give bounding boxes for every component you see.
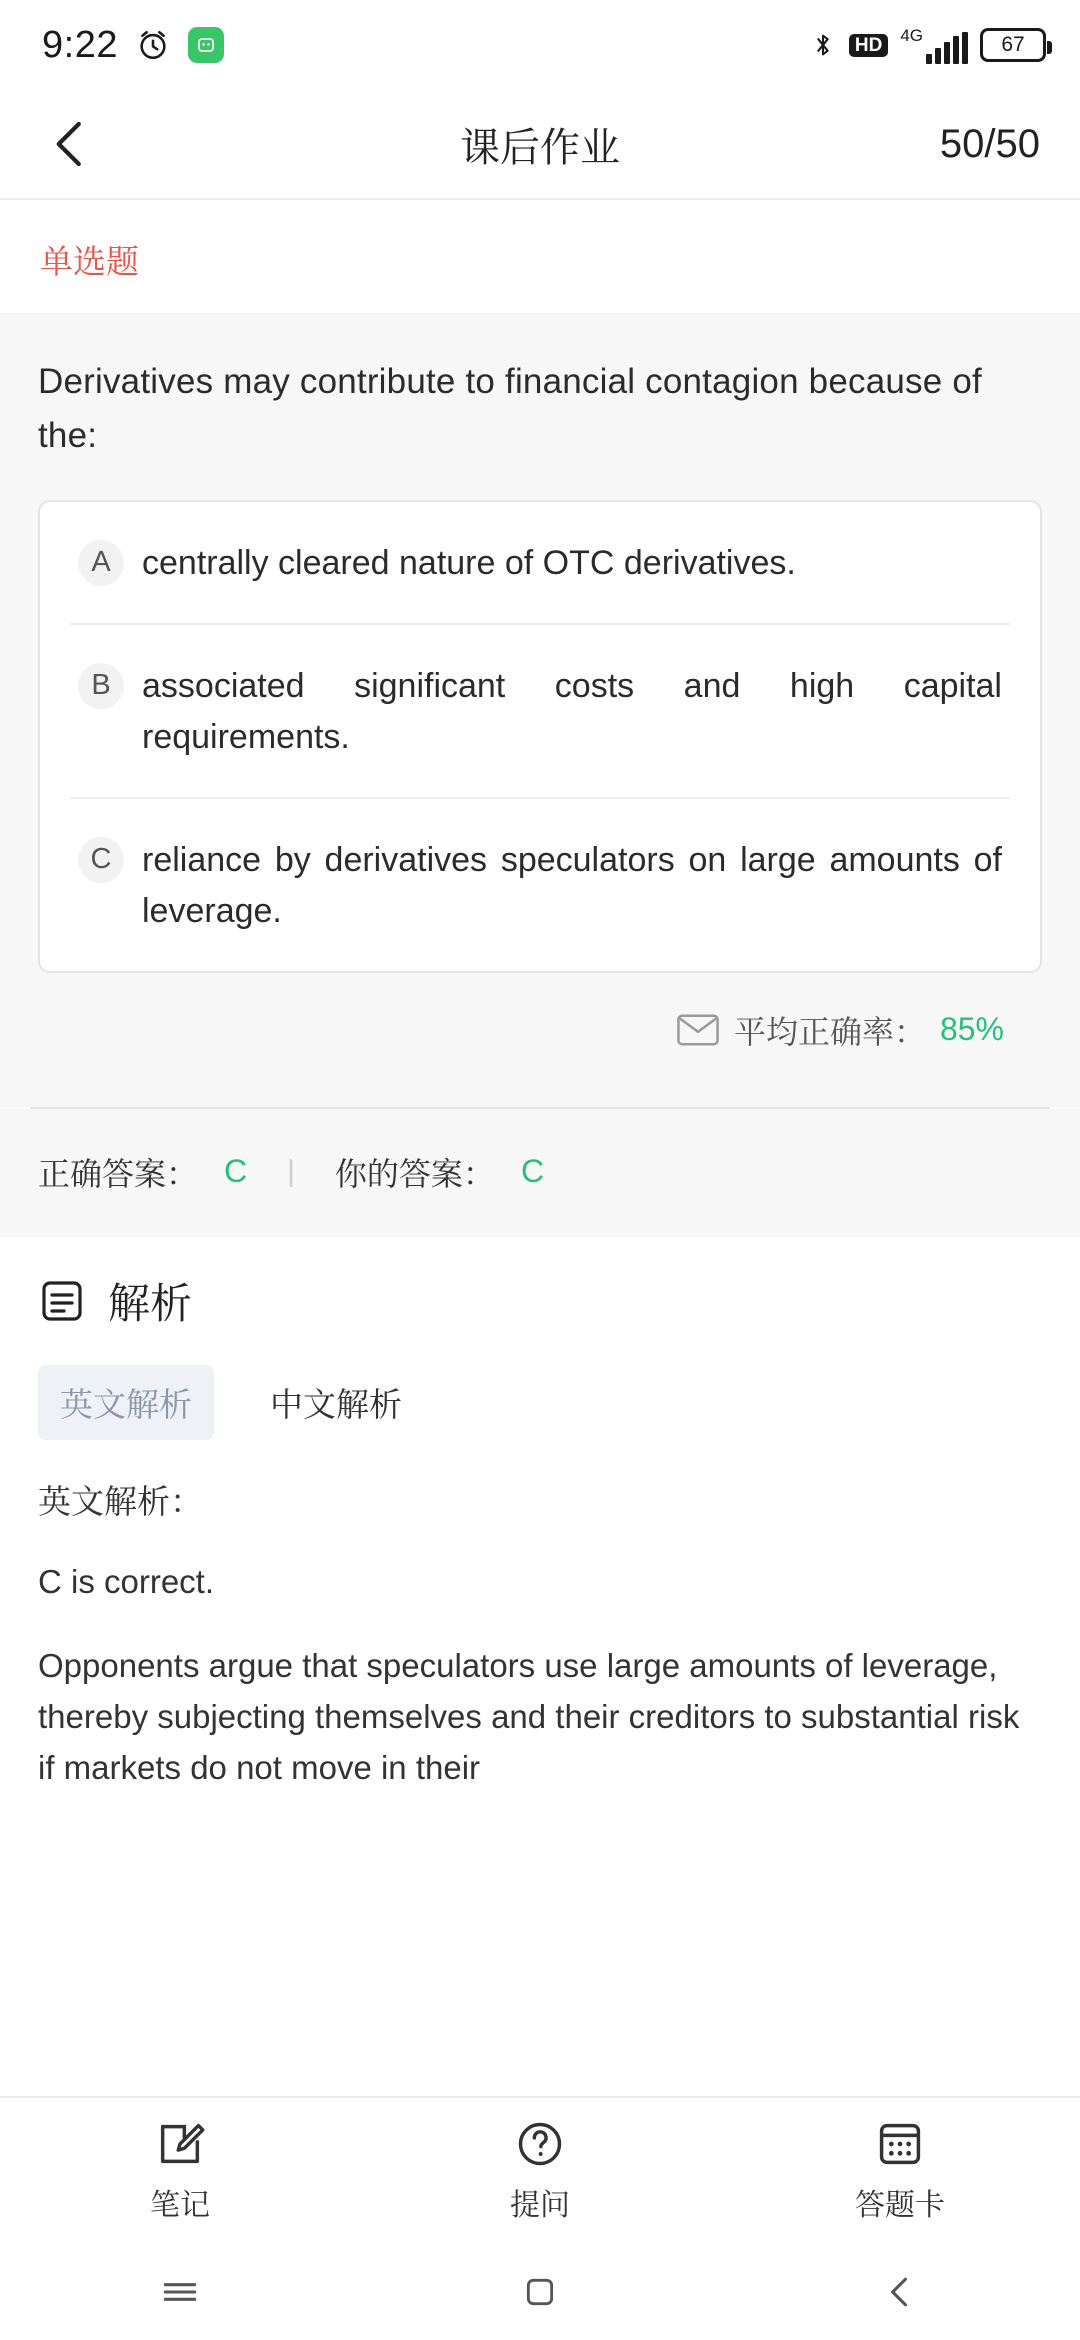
option-text: reliance by derivatives speculators on large amounts of leverage. [142, 840, 1002, 930]
nav-back-button[interactable] [720, 2270, 1080, 2314]
status-bar [0, 0, 1080, 90]
options-card [38, 500, 1042, 973]
question-type-label: 单选题 [40, 243, 139, 280]
toolbar-ask-button[interactable] [360, 2118, 720, 2224]
signal-bars-icon [926, 32, 968, 64]
toolbar-ask-label: 提问 [510, 2189, 570, 2222]
correct-answer-label: 正确答案： [38, 1155, 199, 1192]
option-text: associated significant costs and high capital requirements. [142, 666, 1002, 756]
note-pencil-icon [154, 2118, 206, 2170]
analysis-title: 解析 [108, 1279, 193, 1327]
tab-chinese-analysis[interactable]: 中文解析 [270, 1385, 402, 1423]
toolbar-notes-button[interactable] [0, 2118, 360, 2224]
answer-row [0, 1109, 1080, 1237]
question-stem: Derivatives may contribute to financial contagion because of the: [38, 362, 982, 456]
alarm-icon [136, 28, 170, 62]
nav-home-button[interactable] [360, 2272, 720, 2312]
nav-back-icon [878, 2270, 922, 2314]
analysis-subtitle: 英文解析： [38, 1482, 203, 1520]
hd-badge: HD [849, 34, 888, 57]
accuracy-label: 平均正确率： [733, 1013, 926, 1050]
correct-answer-value: C [224, 1153, 248, 1189]
option-text: centrally cleared nature of OTC derivatives. [142, 543, 796, 582]
bluetooth-icon [809, 28, 837, 62]
nav-recents-button[interactable] [0, 2270, 360, 2314]
status-clock: 9:22 [42, 23, 118, 66]
chevron-left-icon [40, 114, 100, 174]
analysis-verdict: C is correct. [38, 1562, 215, 1600]
option-a[interactable] [70, 502, 1010, 623]
accuracy-value: 85% [939, 1011, 1004, 1047]
option-letter: B [78, 663, 124, 709]
your-answer-value: C [520, 1153, 545, 1189]
question-block [0, 313, 1080, 1107]
back-button[interactable] [40, 114, 100, 174]
question-progress: 50/50 [939, 121, 1040, 166]
analysis-header [38, 1271, 1042, 1331]
envelope-icon [676, 1014, 720, 1046]
your-answer-label: 你的答案： [334, 1155, 495, 1192]
document-lines-icon [38, 1277, 86, 1325]
toolbar-answer-sheet-button[interactable] [720, 2118, 1080, 2224]
battery-level: 67 [1001, 33, 1025, 56]
option-letter: C [78, 837, 124, 883]
option-b[interactable] [70, 623, 1010, 797]
tab-english-analysis[interactable]: 英文解析 [38, 1365, 214, 1440]
answer-separator: | [287, 1154, 295, 1188]
green-app-icon [188, 27, 224, 63]
header-bar [0, 90, 1080, 198]
answer-sheet-icon [874, 2118, 926, 2170]
option-c[interactable] [70, 797, 1010, 971]
page-title: 课后作业 [460, 125, 620, 170]
option-letter: A [78, 540, 124, 586]
toolbar-notes-label: 笔记 [150, 2189, 210, 2222]
bottom-toolbar [0, 2096, 1080, 2244]
status-bar-left [42, 24, 224, 67]
status-bar-right [809, 27, 1046, 64]
toolbar-answer-sheet-label: 答题卡 [855, 2189, 945, 2222]
analysis-section [0, 1237, 1080, 1794]
analysis-tabs [38, 1365, 1042, 1440]
analysis-body: Opponents argue that speculators use large amounts of leverage, thereby subjecting themselves and their creditors to substantial risk if markets do not move in their [38, 1647, 1020, 1787]
battery-indicator [980, 28, 1046, 62]
question-type-bar [0, 200, 1080, 313]
menu-icon [158, 2270, 202, 2314]
question-circle-icon [514, 2118, 566, 2170]
accuracy-row [38, 973, 1042, 1077]
system-nav-bar [0, 2244, 1080, 2340]
network-type-label: 4G [900, 25, 923, 45]
home-square-icon [520, 2272, 560, 2312]
network-indicator [900, 27, 968, 64]
